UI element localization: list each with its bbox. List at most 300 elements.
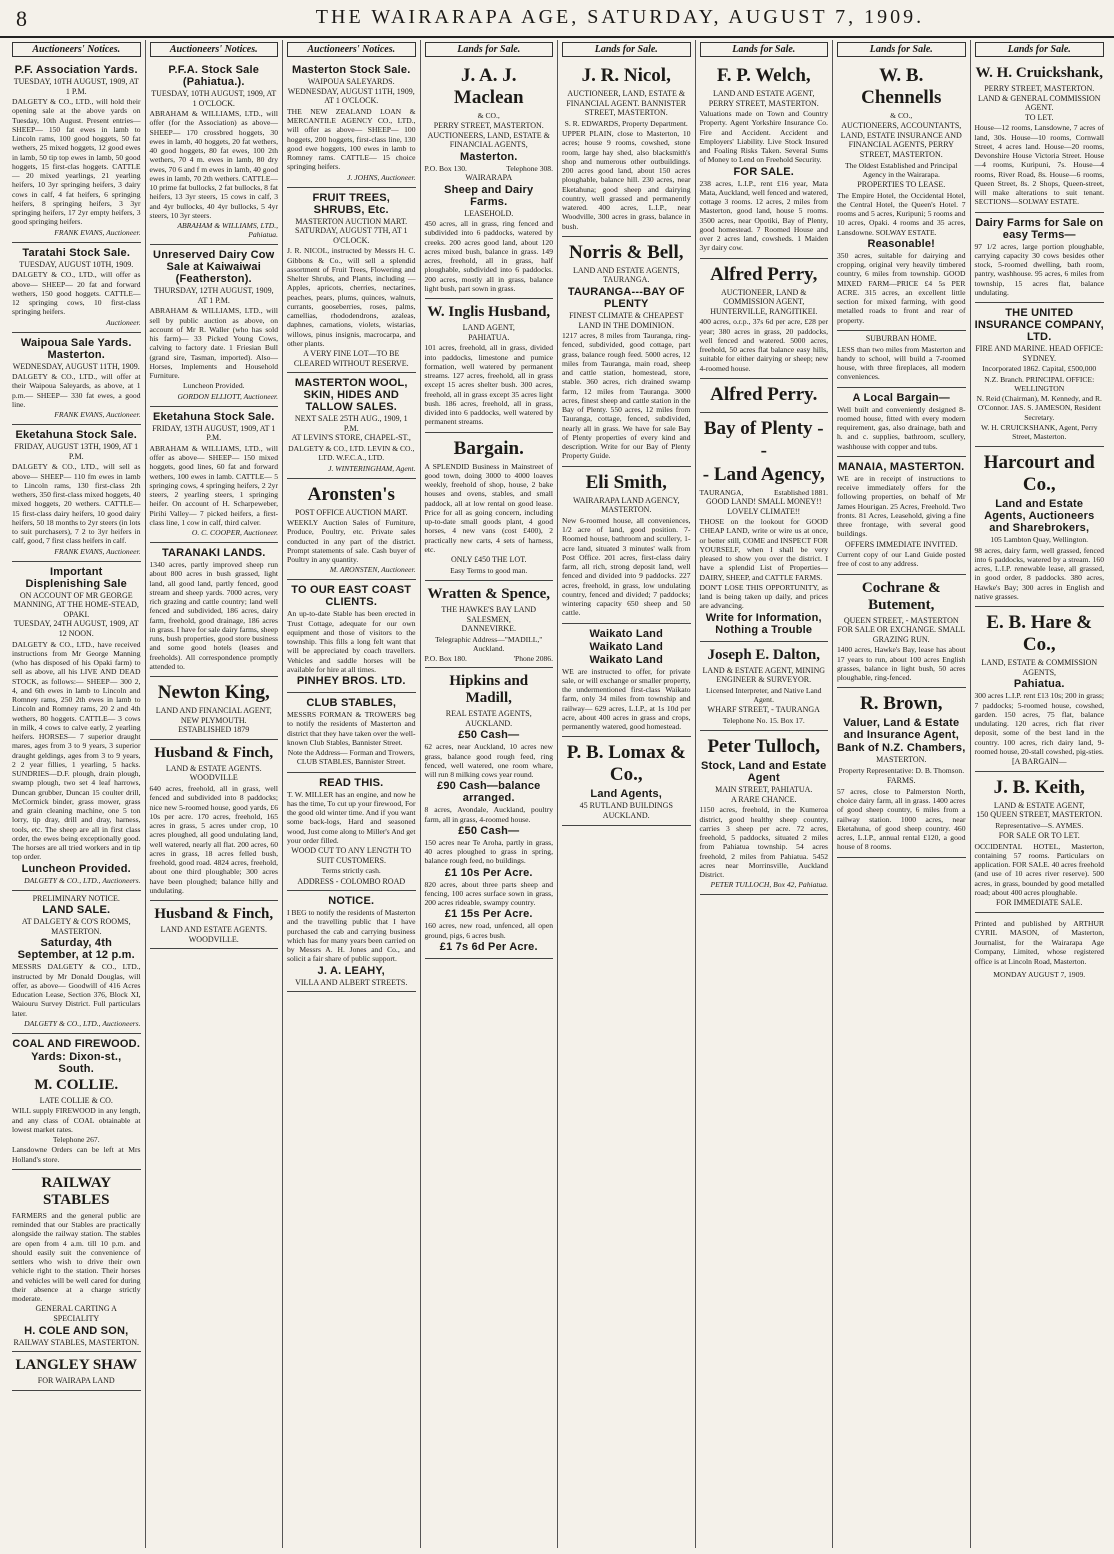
ad-place: PAHIATUA. <box>468 332 510 342</box>
ad-alfred-perry-2 <box>700 379 829 413</box>
ad-body: T. W. MILLER has an engine, and now he has the time, To cut up your firewood, For the good old winter time. And if you want some back-logs, Hard and seasoned wood, Just come along to Miller's And get your order filled. <box>287 789 416 845</box>
ad-let: TO LET. <box>1024 112 1054 122</box>
ad-langley-shaw <box>12 1352 141 1391</box>
ad-title: COAL AND FIREWOOD. <box>12 1037 141 1050</box>
ad-terms: Terms strictly cash. <box>321 866 381 876</box>
ad-subtitle: LAND AND ESTATE AGENTS. <box>160 925 267 935</box>
ad-offers: OFFERS IMMEDIATE INVITED. <box>844 539 958 549</box>
ad-section: Sheep and Dairy Farms. <box>444 183 534 208</box>
ad-subtitle: Yards: Dixon-st., South. <box>31 1050 122 1075</box>
ad-subtitle: PERRY STREET, MASTERTON. AUCTIONEERS, LAND, ESTATE & FINANCIAL AGENTS, <box>427 121 550 150</box>
ad-signature: J. JOHNS, Auctioneer. <box>347 172 416 182</box>
ad-body: MESSRS DALGETY & CO., LTD., instructed by Mr Donald Douglas, will offer, as above— Goodwill of 416 Acres Education Lease, Section 376, Block XI, Waiouru Survey District. Full particulars later. <box>12 962 141 1018</box>
ad-listing: 820 acres, about three parts sheep and fencing, 100 acres surface sown in grass, 200 acres rideable, swampy country. <box>424 879 553 908</box>
ad-body: OCCIDENTAL HOTEL, Masterton, containing 57 rooms. Particulars on application. FOR SALE. 40 acres freehold (and use of 10 acres river reserve). 500 acres, in grass, bounded by good metalled road; about 400 acres ploughable. <box>974 841 1104 897</box>
ad-body: 400 acres, o.r.p., 37s 6d per acre, £28 per year; 380 acres in grass, 20 paddocks, well fenced and watered. 5000 acres, freehold, 50 acres flat balance easy hills, suitable for either dairying or sheep; new 4-roomed house. <box>699 317 828 373</box>
column-header: Auctioneers' Notices. <box>287 42 416 57</box>
ad-land-sale <box>12 891 141 1034</box>
ad-tagline: GOOD LAND! SMALL MONEY!! LOVELY CLIMATE!! <box>706 496 822 516</box>
ad-welch <box>700 60 829 259</box>
ad-title: Wratten & Spence, <box>427 586 551 602</box>
ad-title: Masterton Stock Sale. <box>291 64 411 76</box>
ad-rep: S. R. EDWARDS, Property Department. <box>564 118 688 128</box>
ad-branch: N.Z. Branch. PRINCIPAL OFFICE: WELLINGTON <box>984 374 1095 393</box>
ad-body: THE NEW ZEALAND LOAN & MERCANTILE AGENCY CO., LTD., will offer as above— SHEEP— 100 hoggets, 200 hoggets, first-class line, 130 good ewe hoggets, 100 ewes in lamb to Romney rams. CATTLE— 15 choice springing heifers. <box>287 106 416 172</box>
ad-signature: O. C. COOPER, Auctioneer. <box>191 528 278 538</box>
ad-body-2: 350 acres, suitable for dairying and cropping, original very heavily timbered country, 6 miles from township. GOOD MIXED FARM—PRICE £4 5s PER ACRE. 315 acres, an excellent little section for mixed farming, with good metalled roads to front and rear of property. <box>837 250 966 325</box>
ad-cash: £50 Cash— <box>458 824 520 837</box>
ad-address: 105 Lambton Quay, Wellington. <box>990 535 1089 545</box>
ad-waipoua <box>12 333 141 426</box>
ad-body: WE are instructed to offer, for private sale, or will exchange or smaller property, the undermentioned first-class Waikato farm, only 34 miles from township and railway— 629 acres, L.I.P., at 1s 10d per acre, about 400 acres in grass and crops, permanently watered, good homestead. <box>562 666 691 732</box>
ad-body: Well built and conveniently designed 8-roomed house, fitted with every modern requirement, gas, also drainage, bath and h. and c. supplies, bathroom, scullery, washhouse with copper and tubs. <box>837 404 966 451</box>
ad-railway-stables <box>12 1170 141 1352</box>
ad-hipkins-madill <box>425 668 554 959</box>
ad-title: F. P. Welch, <box>716 65 811 86</box>
ad-date: TUESDAY, 10TH AUGUST, 1909, AT 1 O'CLOCK. <box>151 89 277 108</box>
ad-title: CLUB STABLES, <box>306 697 397 710</box>
ad-signature: ABRAHAM & WILLIAMS, LTD., Pahiatua. <box>177 221 278 240</box>
ad-body: WEEKLY Auction Sales of Furniture, Produce, Poultry, etc. Private sales conducted in any part of the district. Prompt statements of sale. Cash buyer of Poultry in any quantity. <box>287 518 416 565</box>
ad-title: P.F.A. Stock Sale (Pahiatua.). <box>168 64 260 88</box>
ad-wool-sales <box>287 373 416 478</box>
ad-title: A Local Bargain— <box>852 391 951 404</box>
ad-title: Newton King, <box>157 682 270 704</box>
masthead <box>0 0 1114 38</box>
ad-local-bargain <box>837 388 966 457</box>
ad-title: READ THIS. <box>319 776 384 789</box>
ad-title: NOTICE. <box>328 895 375 908</box>
ad-subtitle: POST OFFICE AUCTION MART. <box>294 507 408 517</box>
ad-body: THOSE on the lookout for GOOD CHEAP LAND, write or wire us at once, or better still, COME and INSPECT FOR YOURSELF, when I shall be very pleased to show you over the district. I have a splendid List of Properties— DAIRY, SHEEP, and CATTLE FARMS. <box>699 517 828 582</box>
ad-company: PINHEY BROS. LTD. <box>296 675 406 688</box>
ad-price: £1 10s Per Acre. <box>444 866 533 879</box>
ad-date: WEDNESDAY, AUGUST 11TH, 1909, AT 1 O'CLOCK. <box>287 86 415 106</box>
ad-subtitle: LAND & ESTATE AGENT, MINING ENGINEER & SURVEYOR. <box>702 665 826 685</box>
ad-body: DALGETY & CO., LTD., have received instructions from Mr George Manning (who has disposed of his Opaki farm) to sell as above, all his LIVE AND DEAD STOCK, as follows:— SHEEP— 300 2, 4, and 6th ewes in lamb to Lincoln and Romney rams, 250 2th ewes in lamb to Lincoln and Romney rams, 20 2 and 4th wethers, 80 hoggets. CATTLE— 3 cows in milk, 4 cows to calve early, 2 yearling heifers. HORSES— 7 superior draught mares, ages from 3 to 9 years, 3 superior draught geldings, ages from 3 to 9 years, 2 2 year fillies, 1 yearling, 5 hacks. SUNDRIES—D.F. plough, drain plough, swamp plough, two set 4 leaf harrows, Duncan grubber, Duncan 15 coulter drill, McCormick binder, grass mower, grass and grain cleaning machine, one 5 ton lorry, tip dray, drill and dray, harness, tools, etc. The sheep are all in first class order, the ewes being exceptionally good. The horses are all tried workers and in tip top order. <box>12 639 141 862</box>
ad-box: P.O. Box 130. <box>424 164 467 174</box>
ad-title: SUBURBAN HOME. <box>865 333 937 343</box>
ad-lunch: Luncheon Provided. <box>182 381 245 391</box>
ad-title: Unreserved Dairy Cow Sale at Kaiwaiwai (Featherston). <box>153 249 275 286</box>
ad-listings: 238 acres, L.I.P., rent £16 year, Mata Mata, Auckland, well fenced and watered, cottage 3 rooms. 12 acres, 2 miles from Masterton, good land, house 5 rooms. 3500 acres, near Opotiki, Bay of Plenty, good homestead. 7 Roomed House and over 2 acres land, cowsheds. 1 Maiden 3yr dairy cow. <box>699 178 828 253</box>
ad-body: ABRAHAM & WILLIAMS, LTD., will offer (for the Association) as above— SHEEP— 170 crossbred hoggets, 30 ewes in lamb, 40 hoggets, 20 fat wethers, 40 good hoggets, 80 fat ewes, 100 2th wethers, 70 4 m. ewes in lamb, 80 dry ewes, 70 6 and f m ewes in lamb, 40 good ewes in lamb, 70 2th wethers. CATTLE— 10 prime fat bullocks, 2 fat bullocks, 8 fat heifers, 13 3yr steers, 15 cows in calf, 3 and 4yr bullocks, 40 4yr bullocks, 5 4yr steers, 10 3yr steers. <box>149 109 278 220</box>
ad-title: MANAIA, MASTERTON. <box>838 460 965 473</box>
ad-subtitle: AUCTIONEER, LAND, ESTATE & FINANCIAL AGENT. BANNISTER STREET, MASTERTON. <box>566 89 687 118</box>
ad-oldest: The Oldest Established and Principal Agency in the Wairarapa. <box>844 160 958 179</box>
ad-subtitle: REAL ESTATE AGENTS, AUCKLAND. <box>445 709 532 728</box>
ad-place: DANNEVIRKE. <box>461 624 516 634</box>
ad-taranaki-lands <box>150 543 279 677</box>
ad-signature: DALGETY & CO., LTD., Auctioneers. <box>24 1018 141 1028</box>
ad-body: 97 1/2 acres, large portion ploughable, carrying capacity 30 cows besides other stock, 5-roomed dwelling, bath room, pantry, washhouse. 95 acres, 6 miles from township, 15 acres flat, balance undulating. <box>974 241 1104 297</box>
ad-subtitle: Land and Estate Agents, Auctioneers and Sharebrokers, <box>984 498 1095 535</box>
ad-subtitle: LAND & ESTATE AGENT, <box>993 800 1085 810</box>
ad-incorporated: Incorporated 1862. Capital, £500,000 <box>982 364 1097 374</box>
ad-nicol <box>562 60 691 237</box>
ad-title: Husband & Finch, <box>154 906 274 923</box>
ad-phone: Telephone 308. <box>506 164 553 174</box>
ad-established: Established 1881. <box>774 487 828 497</box>
ad-aronsten <box>287 479 416 581</box>
ad-title: P. B. Lomax & Co., <box>566 742 686 786</box>
ad-body: DALGETY & CO., LTD., will sell as above— SHEEP— 110 fm ewes in lamb to Lincoln rams, 130 first-class 2th wethers, 350 first-class mixed hoggets, 40 mixed hoggets, 20 wethers. CATTLE— 15 first-class dairy heifers, 10 good dairy heifers, 50 18 months to 2yr steers (in lots to suit purchasers), 7 2 to 3yr heifers in calf, good, 7 first class heifers in calf. <box>12 462 141 546</box>
ad-cash: £90 Cash—balance arranged. <box>437 780 541 805</box>
ad-body: 1217 acres, 8 miles from Tauranga, ring-fenced, subdivided, good cottage, part grass, balance rough feed. 5000 acres, 12 miles from Tauranga, main road, sheep and cattle station, homestead, store, stable. 360 acres, rich drained swamp farm, 12 miles from Tauranga. 3000 acres, finest sheep and cattle station in the Bay of Plenty. 550 acres, 12 miles from Tauranga, cottage, fenced, subdivided, nearly all in grass. We have for sale Bay of Plenty properties of every kind and description. Write for our Bay of Plenty Property Guide. <box>562 331 691 461</box>
ad-club-stables <box>287 693 416 773</box>
ad-bank: Bank of N.Z. Chambers, <box>837 742 966 755</box>
ad-body: 98 acres, dairy farm, well grassed, fenced into 6 paddocks, watered by a stream. 160 acres, L.I.P. renewable lease, all grassed, in good order, 8 paddocks. 380 acres, Hawke's Bay; 300 acres in English and native grasses. <box>974 545 1104 601</box>
ad-title: Important Displenishing Sale <box>25 565 127 590</box>
ad-subtitle: PERRY STREET, MASTERTON. <box>984 84 1095 93</box>
ad-farms: FARMS. <box>886 776 916 786</box>
ad-eli-smith <box>562 467 691 624</box>
ad-body: DALGETY & CO., LTD., will hold their opening sale at the above yards on Tuesday, 10th August. Present entries— SHEEP— 150 fat ewes in lamb to Lincoln rams, 100 good hoggets, 50 fat wethers, 25 mixed hoggets, 12 good ewes in lamb, 50 tip top ewes in lamb, 50 good hoggets, 15 first-clas hoggets. CATTLE— 20 mixed yearlings, 21 yearling heifers, 10 3yr springing heifers, 3 dairy cows in calf, 4 fat heifers, 6 springing heifers, 8 springing heifers, 3 3yr springing heifers, 17 2yr empty heifers, 3 good springing heifers. <box>12 97 141 227</box>
ad-people: N. Reid (Chairman), M. Kennedy, and R. O'Connor. JAS. S. JAMESON, Resident Secretary. <box>976 394 1102 422</box>
ad-rep: Property Representative: D. B. Thomson. <box>838 766 965 776</box>
ad-body: ABRAHAM & WILLIAMS, LTD., will sell by public auction as above, on account of Mr R. Waller (who has sold his farm)— 33 Picked Young Cows, calving to factory date. 1 Friesian Bull (grand sire, Tasman, imported). Also—Horses, Implements and Household Furniture. <box>149 306 278 381</box>
ad-body: I BEG to notify the residents of Masterton and the travelling public that I have purchased the cab and carrying business which has for many years been carried on by Messrs A. H. Jones and Co., and solicit a fair share of public support. <box>287 908 416 964</box>
ad-husband-finch-2 <box>150 901 279 949</box>
ad-dispersal-sale <box>12 562 141 891</box>
ad-bay-of-plenty <box>700 413 829 642</box>
ad-place: RAILWAY STABLES, MASTERTON. <box>13 1337 140 1347</box>
column-1 <box>8 40 146 1548</box>
ad-chennells <box>837 60 966 331</box>
ad-phone: 'Phone 2086. <box>513 654 553 664</box>
column-header: Lands for Sale. <box>700 42 829 57</box>
column-header: Auctioneers' Notices. <box>12 42 141 57</box>
ad-title: TARANAKI LANDS. <box>161 547 266 560</box>
ad-body: ABRAHAM & WILLIAMS, LTD., will offer as above— SHEEP— 150 mixed hoggets, good lines, 60 fat and forward wethers, 100 ewes in lamb. CATTLE— 5 springing cows, 4 springing heifers, 2 2yr steers, 2 yearling steers, 1 springing heifer. On account of H. Scharpeweber, Pirihi Valley— 7 picked heifers, a first-class line, 1 cow in calf, third calver. <box>149 443 278 527</box>
ad-date: FRIDAY, AUGUST 13TH, 1909, AT 1 P.M. <box>14 442 139 461</box>
ad-title: Waipoua Sale Yards. Masterton. <box>20 336 132 361</box>
ad-address: 45 RUTLAND BUILDINGS AUCKLAND. <box>579 801 673 820</box>
ad-body: House—12 rooms, Lansdowne, 7 acres of land, 30s. House—10 rooms, Cornwall Street, 4 acres land. House—20 rooms, Devonshire House Victoria Street. House—4 rooms, Kuripuni, 7s. House—4 rooms, River Road, 8s. House—6 rooms, Queen Street, 8s. 2 Shops, Queen-street, will make alterations to suit tenant. SECTIONS—SOLWAY ESTATE. <box>974 123 1104 207</box>
ad-immediate: FOR IMMEDIATE SALE. <box>996 898 1083 908</box>
ad-subtitle: LAND AGENT, <box>462 323 515 333</box>
ad-body: 450 acres, all in grass, ring fenced and subdivided into 6 paddocks, watered by creeks. 200 acres good land, about 120 acres mixed bush, balance in grass. 149 acres, freehold, all in grass, half ploughable, subdivided into 6 paddocks. 200 acres, mostly all in grass, balance light bush, part sown in grass. <box>424 219 553 293</box>
ad-bargain: [A BARGAIN— <box>1012 757 1067 766</box>
ad-title: Hipkins and Madill, <box>449 673 529 707</box>
ad-newton-king <box>150 677 279 740</box>
ad-sale: FOR SALE OR EXCHANGE. SMALL GRAZING RUN. <box>837 625 966 644</box>
ad-title: Alfred Perry, <box>710 263 818 285</box>
ad-hare <box>975 607 1105 772</box>
ad-signature: Auctioneer. <box>106 317 141 327</box>
column-header: Lands for Sale. <box>562 42 691 57</box>
ad-place: WAIPOUA SALEYARDS. <box>307 77 395 86</box>
ad-tulloch <box>700 731 829 895</box>
ad-body: WE are in receipt of instructions to receive immediately offers for the following properties, on behalf of Mr James Hourigan. 25 Acres, Freehold. Two fronts. 81 Acres, Leasehold, giving a fine three frontage, with several good buildings. <box>837 473 966 539</box>
ad-listing: 8 acres, Avondale, Auckland, poultry farm, all in grass, 4-roomed house. <box>424 805 553 824</box>
ad-body: FARMERS and the general public are reminded that our Stables are practically alongside the railway station. The stables are open from 4 a.m. till 10 p.m. and should easily suit the convenience of settlers who wish to drive their own vehicle right to the station. Their horses and vehicles will be well cared for during their absence at a charge strictly moderate. <box>12 1210 141 1304</box>
column-header: Auctioneers' Notices. <box>150 42 279 57</box>
ad-date: Saturday, 4th September, at 12 p.m. <box>17 937 135 962</box>
ad-title: Harcourt and Co., <box>983 452 1095 496</box>
ad-title: Husband & Finch, <box>154 744 274 761</box>
ad-alfred-perry <box>700 259 829 379</box>
ad-date: TUESDAY, 24TH AUGUST, 1909, AT 12 NOON. <box>13 619 139 638</box>
ad-body: DALGETY & CO., LTD., will offer as above— SHEEP— 20 fat and forward wethers, 150 good hoggets. CATTLE— 12 springing cows, 10 first-class springing heifers. <box>12 270 141 317</box>
ad-date: WEDNESDAY, AUGUST 11TH, 1909. <box>12 361 140 371</box>
imprint <box>975 913 1105 980</box>
ad-title: LANGLEY SHAW <box>15 1357 138 1374</box>
ad-line: Waikato Land <box>589 640 663 653</box>
ad-title: LAND SALE. <box>42 904 111 917</box>
ad-banner-sub: FINEST CLIMATE & CHEAPEST LAND IN THE DOMINION. <box>569 310 684 330</box>
ad-lease: PROPERTIES TO LEASE. <box>857 180 946 190</box>
ad-subtitle: Valuer, Land & Estate and Insurance Agent, <box>843 717 960 742</box>
column-5 <box>558 40 696 1548</box>
ad-title: Aronsten's <box>307 483 395 505</box>
ad-body: DALGETY & CO., LTD., will offer at their Waipoua Saleyards, as above, at 1 p.m.— SHEEP— 330 fat ewes, a good line. <box>12 372 141 409</box>
ad-keith <box>975 772 1105 913</box>
page-number: 8 <box>16 6 27 31</box>
ad-reasonable: Reasonable! <box>867 237 936 250</box>
ad-title: E. B. Hare & Co., <box>986 612 1093 656</box>
ad-address: Note the Address— Forman and Trowers, CLUB STABLES, Bannister Street. <box>287 748 415 767</box>
ad-notice-leahy <box>287 891 416 992</box>
ad-body: UPPER PLAIN, close to Masterton, 10 acres; house 9 rooms, cowshed, stone room, large hay shed, also blacksmith's shop and numerous other outbuildings. 200 acres good land, about 150 acres ploughable, balance hill. 230 acres, near Eketahuna; good sheep and dairying country, well grassed and permanently watered. 400 acres, L.I.P., near Woodville, 300 acres in grass, balance in bush. <box>562 129 691 231</box>
column-3 <box>283 40 421 1548</box>
ad-bargain <box>425 433 554 581</box>
ad-body: A SPLENDID Business in Mainstreet of good town, doing 3000 to 4000 loaves weekly, freehold of shop, house, 2 bake houses and ovens, stables, and small paddock, all at low rental on good lease. Price for all as going concern, including up-to-date small goods plant, 4 good horses, 4 new vans (cost £400), 2 practically new carts, 4 sets of harness, etc. <box>424 461 553 554</box>
ad-dairy-farms <box>975 213 1105 304</box>
ad-title: THE UNITED INSURANCE COMPANY, LTD. <box>974 307 1104 344</box>
ad-place: Masterton. <box>459 151 518 164</box>
ad-signature: PETER TULLOCH, Box 42, Pahiatua. <box>710 880 828 890</box>
ad-subtitle: Stock, Land and Estate Agent <box>701 760 827 785</box>
ad-cruickshank <box>975 60 1105 213</box>
ad-body: MESSRS FORMAN & TROWERS beg to notify the residents of Masterton and district that they have taken over the well-known Club Stables, Bannister Street. <box>287 710 416 747</box>
ad-read-this <box>287 773 416 892</box>
ad-inglis-husband <box>425 299 554 432</box>
ad-body: WILL supply FIREWOOD in any length, and any class of COAL obtainable at lowest market rates. <box>12 1106 141 1134</box>
ad-branch: WAIRARAPA <box>465 173 513 183</box>
ad-price: £1 15s Per Acre. <box>444 908 533 921</box>
ad-cochrane <box>837 575 966 689</box>
ad-body: 300 acres L.I.P. rent £13 10s; 200 in grass; 7 paddocks; 5-roomed house, cowshed, garden. 150 acres, 75 flat, balance undulating. 120 acres, rich flat river deposit, some of the best land in the country. 100 acres, rich dairy land, 9-roomed house, 20-stall cowshed, pig-sties. <box>974 691 1104 756</box>
columns <box>8 40 1108 1548</box>
column-6 <box>696 40 834 1548</box>
ad-title: RAILWAY STABLES <box>41 1174 112 1208</box>
ad-body: 1400 acres, Hawke's Bay, lease has about 17 years to run, about 100 acres English grasses, balance in light bush, 50 acres ploughable, ring-fenced. <box>837 645 966 683</box>
ad-title: W. B. Chennells <box>861 65 942 108</box>
ad-date: TUESDAY, 10TH AUGUST, 1909, AT 1 P.M. <box>13 77 139 96</box>
column-7 <box>833 40 971 1548</box>
ad-listing: 62 acres, near Auckland, 10 acres new grass, balance good rough feed, ring fenced, well watered, one room whare, will run 8 milking cows year round. <box>424 742 553 780</box>
ad-address: QUEEN STREET, - MASTERTON <box>843 615 959 625</box>
column-2 <box>146 40 284 1548</box>
ad-pre: PRELIMINARY NOTICE. <box>32 893 120 903</box>
ad-body: 101 acres, freehold, all in grass, divided into paddocks, limestone and pumice formation, well watered by permanent streams. 127 acres, freehold, all in grass except 15 acres shelter bush. 300 acres, freehold, all in grass except 35 acres light bush. 186 acres, freehold, all in grass, divided into 6 paddocks, well watered by permanent streams. <box>424 343 553 427</box>
ad-cash: £50 Cash— <box>458 729 520 742</box>
ad-rep: Representative—S. AYMES. <box>995 820 1084 830</box>
column-header: Lands for Sale. <box>425 42 554 57</box>
ad-place-row <box>700 488 829 497</box>
ad-title: TO OUR EAST COAST CLIENTS. <box>291 584 412 609</box>
ad-terms: Easy Terms to good man. <box>450 565 528 575</box>
ad-subtitle: LAND & ESTATE AGENTS. <box>165 763 262 773</box>
ad-maclean <box>425 60 554 299</box>
ad-body-2: DON'T LOSE THIS OPPORTUNITY, as land is being taken up daily, and prices are advancing. <box>699 582 828 611</box>
ad-body: The Empire Hotel, the Occidental Hotel, the Central Hotel, the Queen's Hotel. 7 rooms and 5 acres, Kuripuni; 5 rooms and 10 acres, Opaki. 4 rooms and 35 acres, Lansdowne. SOLWAY ESTATE. <box>837 190 966 237</box>
ad-subtitle: AUCTIONEER, LAND & COMMISSION AGENT, HUNTERVILLE, RANGITIKEI. <box>710 287 818 316</box>
ad-address: ADDRESS - COLOMBO ROAD <box>297 876 406 886</box>
ad-title: Alfred Perry. <box>710 383 818 405</box>
ad-title: J. B. Keith, <box>993 776 1085 798</box>
ad-signature: FRANK EVANS, Auctioneer. <box>54 410 141 420</box>
ad-licensed: Licensed Interpreter, and Native Land Agent. <box>706 685 822 705</box>
ad-wood: WOOD CUT TO ANY LENGTH TO SUIT CUSTOMERS. <box>291 846 412 865</box>
ad-signature: J. A. LEAHY, <box>317 964 385 977</box>
ad-body: J. R. NICOL, instructed by Messrs H. C. Gibbons & Co., will sell a splendid assortment of Fruit Trees, Flowering and Shelter Shrubs, and Plants, including — Apples, apricots, cherries, nectarines, peaches, pears, plums, quinces, walnuts, currants, gooseberries, roses, palms, camellias, rhododendrons, azaleas, daphnes, carnations, violets, wistarias, willows, pinus insignis, macrocarpa, and other plants. <box>287 246 416 348</box>
ad-manaia <box>837 457 966 575</box>
ad-title: J. R. Nicol, <box>581 65 671 86</box>
ad-place: WOODVILLE <box>189 773 238 783</box>
ad-eketahuna <box>12 425 141 561</box>
ad-agent: J. WINTERINGHAM, Agent. <box>328 463 416 473</box>
ad-fruit-trees <box>287 188 416 374</box>
ad-price: ONLY £450 THE LOT. <box>451 555 527 565</box>
ad-contact <box>425 164 554 173</box>
ad-price: £1 7s 6d Per Acre. <box>439 940 538 953</box>
ad-dalton <box>700 642 829 732</box>
ad-co: & CO., <box>477 111 500 120</box>
ad-listing: 150 acres near Te Aroha, partly in grass, 40 acres ploughed to grass in spring, balance rough feed, no buildings. <box>424 837 553 866</box>
column-4 <box>421 40 559 1548</box>
column-8 <box>971 40 1109 1548</box>
ad-date: SATURDAY, AUGUST 7TH, AT 1 O'CLOCK. <box>294 226 408 245</box>
ad-body: An up-to-date Stable has been erected in Trust Cottage, adequate for our own equipment and those of visitors to the township. This fills a long felt want that will be appreciated by coach travellers. Vehicles and saddle horses will be available for hire at all times. <box>287 609 416 674</box>
ad-title: R. Brown, <box>859 693 943 715</box>
ad-title: Cochrane & Butement, <box>861 579 941 613</box>
ad-listing: 160 acres, new road, unfenced, all open ground, pigs, 6 acres bush. <box>424 921 553 940</box>
ad-masterton-stock <box>287 60 416 188</box>
ad-date: NEXT SALE 25TH AUG., 1909, 1 P.M. <box>294 414 408 433</box>
ad-line: Waikato Land <box>589 653 663 666</box>
ad-phone: Telephone No. 15. Box 17. <box>722 715 805 725</box>
ad-harcourt <box>975 447 1105 607</box>
ad-date: TUESDAY, AUGUST 10TH, 1909. <box>19 259 134 269</box>
ad-co: & CO., <box>890 111 913 120</box>
ad-waikato-land <box>562 624 691 738</box>
ad-wharf: WHARF STREET, - TAURANGA <box>707 705 820 715</box>
ad-subtitle: MASTERTON AUCTION MART. <box>295 216 408 226</box>
ad-signatures: DALGETY & CO., LTD. LEVIN & CO., LTD. W.F.C.A., LTD. <box>288 444 415 463</box>
ad-place: TAURANGA, <box>699 487 744 497</box>
ad-title: MASTERTON WOOL, SKIN, HIDES AND TALLOW SALES. <box>294 377 408 414</box>
ad-signature: M. ARONSTEN, Auctioneer. <box>329 565 416 575</box>
ad-title: Eli Smith, <box>585 471 667 493</box>
imprint-date: MONDAY AUGUST 7, 1909. <box>993 970 1086 980</box>
ad-subtitle: ON ACCOUNT OF MR GEORGE MANNING, AT THE HOME-STEAD, OPAKI. <box>13 590 139 619</box>
ad-east-coast <box>287 580 416 693</box>
ad-subtitle: THE HAWKE'S BAY LAND SALESMEN, <box>441 605 537 624</box>
ad-box: P.O. Box 180. <box>424 654 467 664</box>
ad-title: Taratahi Stock Sale. <box>22 246 131 259</box>
ad-name: H. COLE AND SON, <box>24 1324 129 1337</box>
ad-subtitle: LAND AND FINANCIAL AGENT, NEW PLYMOUTH. <box>155 706 272 725</box>
ad-title: P.F. Association Yards. <box>14 64 138 76</box>
ad-body: LESS than two miles from Masterton and handy to school, will build a 7-roomed house, with three fireplaces, all modern conveniences. <box>837 344 966 382</box>
ad-title: Bay of Plenty - - <box>703 417 824 461</box>
imprint-text: Printed and published by ARTHUR CYRIL MASON, of Masterton, Journalist, for the Wairarapa Age Company, Limited, whose registered office is at Lincoln Road, Masterton. <box>974 918 1104 966</box>
ad-footer: A VERY FINE LOT—TO BE CLEARED WITHOUT RESERVE. <box>293 349 409 368</box>
ad-name: M. COLLIE. <box>34 1076 119 1093</box>
ad-list: Current copy of our Land Guide posted free of cost to any address. <box>837 550 966 569</box>
newspaper-title: THE WAIRARAPA AGE, SATURDAY, AUGUST 7, 1909. <box>315 6 925 28</box>
ad-subtitle: FIRE AND MARINE. HEAD OFFICE: SYDNEY. <box>975 344 1104 363</box>
ad-title: FRUIT TREES, SHRUBS, Etc. <box>312 191 391 216</box>
ad-title: Peter Tulloch, <box>707 736 821 758</box>
ad-title: Joseph E. Dalton, <box>707 646 821 663</box>
ad-subtitle: LAND, ESTATE & COMMISSION AGENTS, <box>981 658 1098 677</box>
ad-norris-bell <box>562 237 691 467</box>
ad-title: Eketahuna Stock Sale. <box>15 429 138 442</box>
ad-signature: FRANK EVANS, Auctioneer. <box>54 546 141 556</box>
ad-date: THURSDAY, 12TH AUGUST, 1909, AT 1 P.M. <box>153 286 274 305</box>
column-header: Lands for Sale. <box>975 42 1105 57</box>
ad-sale: FOR SALE OR TO LET. <box>998 831 1080 841</box>
ad-contact <box>425 654 554 663</box>
ad-body: Valuations made on Town and Country Property. Agent Yorkshire Insurance Co. Fire and Accident. Accident and Employers' Liability. Live Stock Insured and Foaling Risks Taken. Several Sums of Money to Lend on Freehold Security. <box>699 109 828 165</box>
ad-agent: W. H. CRUICKSHANK, Agent, Perry Street, Masterton. <box>980 422 1098 442</box>
ad-title: Bargain. <box>453 437 524 459</box>
ad-place: MASTERTON. <box>876 755 927 765</box>
ad-place: AT DALGETY & CO'S ROOMS, MASTERTON. <box>21 917 131 936</box>
ad-title: W. H. Cruickshank, <box>975 65 1103 81</box>
ad-banner: TAURANGA---BAY OF PLENTY <box>567 285 685 310</box>
column-header: Lands for Sale. <box>837 42 966 57</box>
ad-coal <box>12 1034 141 1170</box>
ad-line: Waikato Land <box>589 627 663 640</box>
ad-subtitle: - Land Agency, <box>702 463 825 485</box>
ad-established: ESTABLISHED 1879 <box>178 725 250 735</box>
ad-section: FOR SALE. <box>733 165 794 178</box>
ad-place: AT LEVIN'S STORE, CHAPEL-ST., <box>291 433 411 443</box>
ad-write: Write for Information, Nothing a Trouble <box>705 611 822 636</box>
ad-body: 57 acres, close to Palmerston North, choice dairy farm, all in grass. 1400 acres of good sheep country, 6 miles from a railway station. 1000 acres, near Eketahuna, of good sheep country. 460 acres, L.I.P., annual rental £120, a good house of 8 rooms. <box>837 786 966 852</box>
ad-signature: GORDON ELLIOTT, Auctioneer. <box>177 391 278 401</box>
ad-place: MAIN STREET, PAHIATUA. <box>715 785 813 795</box>
ad-title: Norris & Bell, <box>568 241 684 263</box>
ad-role: LAND & GENERAL COMMISSION AGENT. <box>977 93 1101 113</box>
ad-body: New 6-roomed house, all conveniences, 1/2 acre of land, good position. 7-Roomed house, bathroom and scullery, 1-acre land, situated 3 minutes' walk from Post Office. 201 acres, first-class dairy farm, all rich, strong deposit land, well fenced and divided into 9 paddocks. 227 acres, freehold, in grass, low undulating country, fenced and divided; 7 paddocks; wintering capacity 650 sheep and 50 cattle. <box>562 515 691 618</box>
ad-place: WOODVILLE. <box>188 934 239 944</box>
ad-signature: FRANK EVANS, Auctioneer. <box>54 227 141 237</box>
ad-title: Eketahuna Stock Sale. <box>152 410 275 423</box>
ad-wratten-spence <box>425 581 554 668</box>
ad-subtitle: AUCTIONEERS, ACCOUNTANTS, LAND, ESTATE INSURANCE AND FINANCIAL AGENTS, PERRY STREET, MASTERTON. <box>840 121 962 160</box>
ad-title: W. Inglis Husband, <box>427 304 551 321</box>
ad-late: LATE COLLIE & CO. <box>39 1095 113 1105</box>
ad-lansdowne: Lansdowne Orders can be left at Mrs Holland's store. <box>12 1145 141 1164</box>
ad-address: 150 QUEEN STREET, MASTERTON. <box>976 810 1103 820</box>
ad-title: J. A. J. Maclean <box>453 65 524 108</box>
ad-rare: A RARE CHANCE. <box>730 794 797 804</box>
ad-telegraph: Telegraphic Address—"MADILL," Auckland. <box>435 634 543 654</box>
ad-dairy-cow-sale <box>150 245 279 406</box>
ad-tenure: LEASEHOLD. <box>464 208 514 218</box>
ad-suburban-home <box>837 331 966 388</box>
ad-pfa-stock-sale <box>150 60 279 245</box>
ad-title: Dairy Farms for Sale on easy Terms— <box>975 216 1104 241</box>
ad-body: 640 acres, freehold, all in grass, well fenced and subdivided into 8 paddocks; nice new 5-roomed house, good yards, £6 10s per acre. 170 acres, freehold, 165 acres in grass, 5 acres under crop, 10 acres ploughed, all good undulating land, well watered, nearly all flat. 200 acres, 60 acres in grass, 18 acres felled bush, freehold, good road. 4824 acres, freehold, about one third ploughable; 300 acres have been ploughed; balance hilly and undulating. <box>149 784 278 895</box>
ad-subtitle: FOR WAIRAPA LAND <box>37 1376 115 1386</box>
ad-brown <box>837 688 966 857</box>
